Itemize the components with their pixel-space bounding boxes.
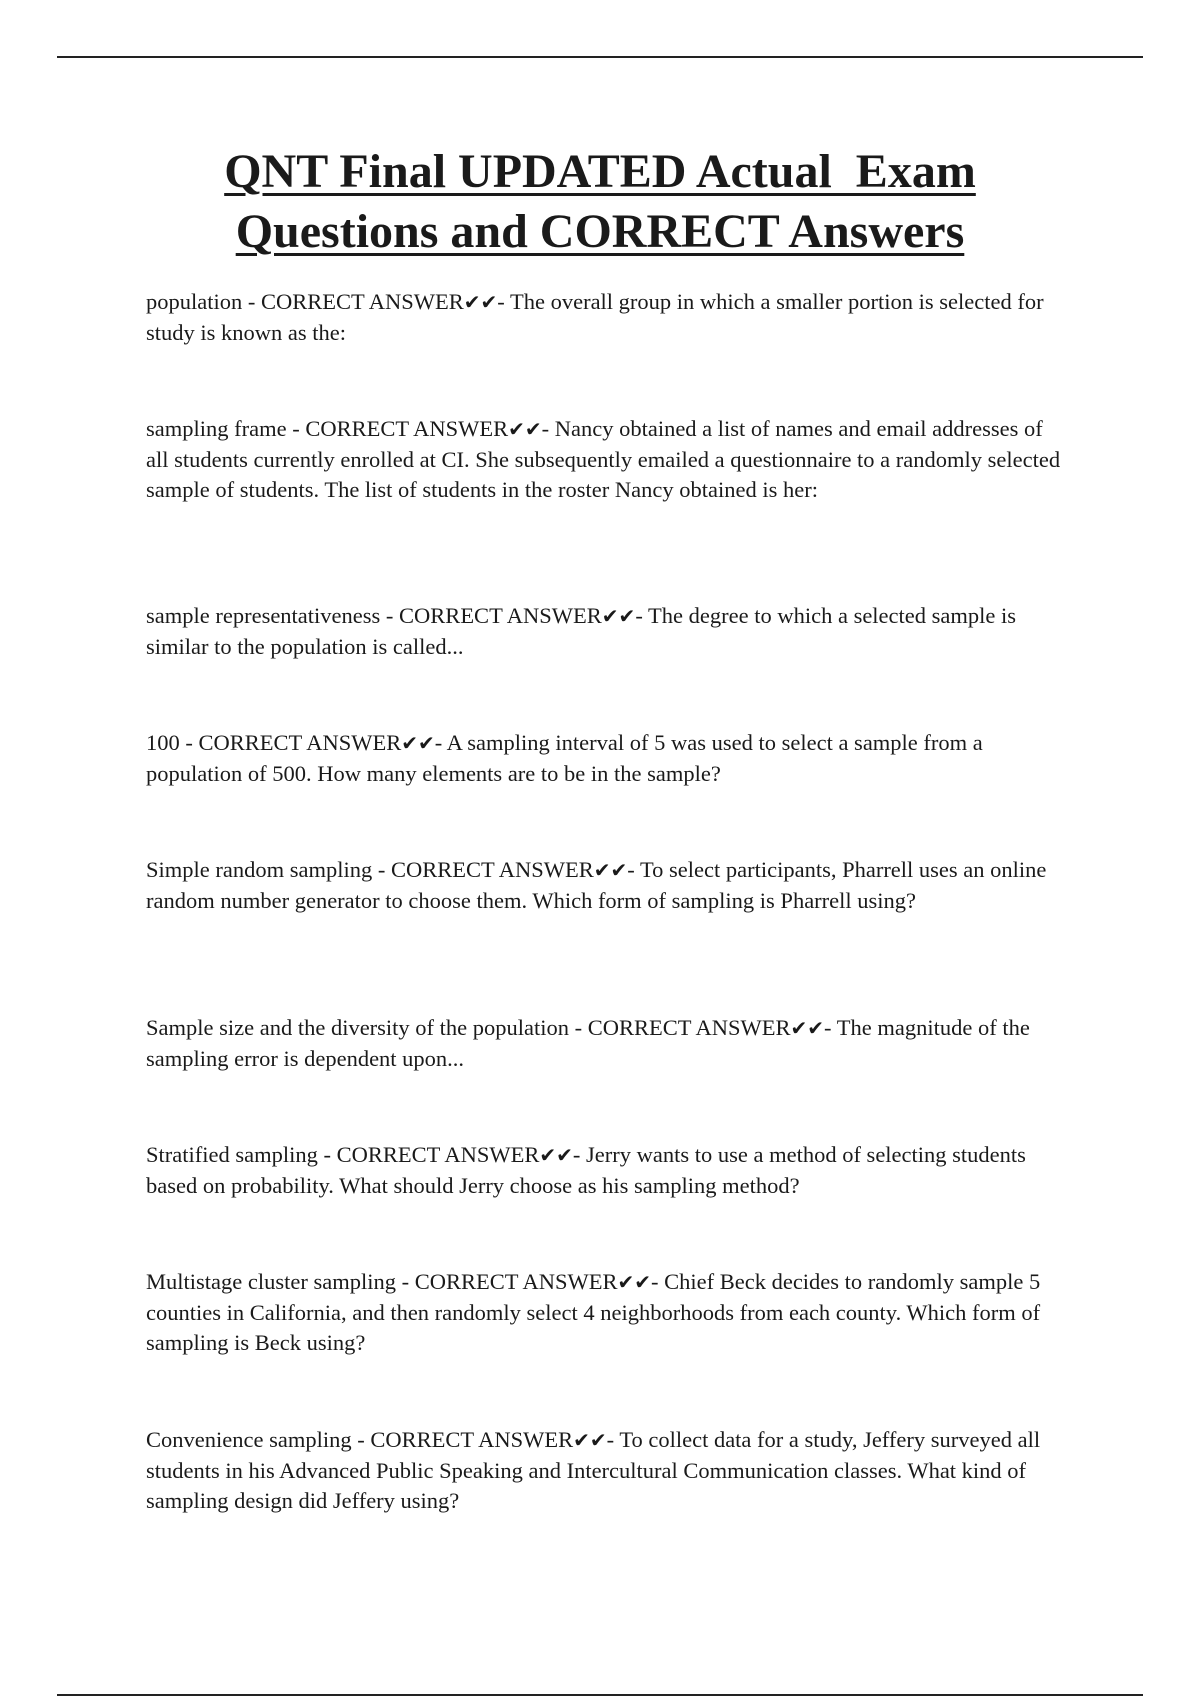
check-marks-icon: ✔✔ <box>593 858 628 882</box>
correct-answer-label: CORRECT ANSWER <box>305 416 509 441</box>
answer-term: sampling frame <box>146 416 287 441</box>
title-line-1: QNT Final UPDATED Actual Exam <box>224 145 976 198</box>
page-title <box>60 142 1140 262</box>
correct-answer-label: CORRECT ANSWER <box>336 1142 540 1167</box>
question-text: The magnitude of the sampling error is dependent upon... <box>146 1015 1030 1071</box>
qa-item: Simple random sampling - CORRECT ANSWER✔✔- To select participants, Pharrell uses an online random number generator to choose them. Which form of sampling is Pharrell using? <box>146 857 1047 913</box>
check-marks-icon: ✔✔ <box>790 1016 825 1040</box>
qa-item: population - CORRECT ANSWER✔✔- The overall group in which a smaller portion is selected for study is known as the: <box>146 289 1044 345</box>
qa-item: Sample size and the diversity of the population - CORRECT ANSWER✔✔- The magnitude of the sampling error is dependent upon... <box>146 1015 1030 1071</box>
question-text: The overall group in which a smaller portion is selected for study is known as the: <box>146 289 1044 345</box>
answer-term: 100 <box>146 730 180 755</box>
top-rule <box>57 56 1143 58</box>
answer-term: population <box>146 289 243 314</box>
question-text: Chief Beck decides to randomly sample 5 counties in California, and then randomly select 4 neighborhoods from each county. Which form of sampling is Beck using? <box>146 1269 1041 1355</box>
question-text: Nancy obtained a list of names and email addresses of all students currently enrolled at CI. She subsequently emailed a questionnaire to a randomly selected sample of students. The list of students in the roster Nancy obtained is her: <box>146 416 1061 502</box>
check-marks-icon: ✔✔ <box>573 1428 607 1452</box>
qa-item: 100 - CORRECT ANSWER✔✔- A sampling interval of 5 was used to select a sample from a population of 500. How many elements are to be in the sample? <box>146 730 983 786</box>
qa-item: Convenience sampling - CORRECT ANSWER✔✔- To collect data for a study, Jeffery surveyed all students in his Advanced Public Speaking and Intercultural Communication classes. What kind of sampling design did Jeffery using? <box>146 1427 1041 1513</box>
answer-term: Convenience sampling <box>146 1427 352 1452</box>
question-text: To collect data for a study, Jeffery surveyed all students in his Advanced Public Speaking and Intercultural Communication classes. What kind of sampling design did Jeffery using? <box>146 1427 1041 1513</box>
check-marks-icon: ✔✔ <box>463 290 498 314</box>
answer-term: Multistage cluster sampling <box>146 1269 396 1294</box>
check-marks-icon: ✔✔ <box>401 731 435 755</box>
qa-item: Multistage cluster sampling - CORRECT ANSWER✔✔- Chief Beck decides to randomly sample 5 counties in California, and then randomly select 4 neighborhoods from each county. Which form of sampling is Beck using? <box>146 1269 1041 1355</box>
bottom-rule <box>57 1694 1143 1696</box>
correct-answer-label: CORRECT ANSWER <box>261 289 464 314</box>
correct-answer-label: CORRECT ANSWER <box>390 857 594 882</box>
correct-answer-label: CORRECT ANSWER <box>414 1269 618 1294</box>
answer-term: Simple random sampling <box>146 857 373 882</box>
title-line-2: Questions and CORRECT Answers <box>235 205 965 258</box>
check-marks-icon: ✔✔ <box>508 417 542 441</box>
check-marks-icon: ✔✔ <box>601 604 636 628</box>
question-text: The degree to which a selected sample is similar to the population is called... <box>146 603 1017 659</box>
question-text: To select participants, Pharrell uses an online random number generator to choose them. Which form of sampling is Pharrell using? <box>146 857 1047 913</box>
check-marks-icon: ✔✔ <box>539 1143 573 1167</box>
correct-answer-label: CORRECT ANSWER <box>370 1427 574 1452</box>
qa-item: sampling frame - CORRECT ANSWER✔✔- Nancy obtained a list of names and email addresses of all students currently enrolled at CI. She subsequently emailed a questionnaire to a randomly selected sample of students. The list of students in the roster Nancy obtained is her: <box>146 416 1061 502</box>
correct-answer-label: CORRECT ANSWER <box>399 603 602 628</box>
question-text: A sampling interval of 5 was used to select a sample from a population of 500. How many elements are to be in the sample? <box>146 730 983 786</box>
qa-item: Stratified sampling - CORRECT ANSWER✔✔- Jerry wants to use a method of selecting students based on probability. What should Jerry choose as his sampling method? <box>146 1142 1026 1198</box>
answer-term: Stratified sampling <box>146 1142 318 1167</box>
correct-answer-label: CORRECT ANSWER <box>587 1015 791 1040</box>
check-marks-icon: ✔✔ <box>617 1270 651 1294</box>
correct-answer-label: CORRECT ANSWER <box>198 730 402 755</box>
question-text: Jerry wants to use a method of selecting students based on probability. What should Jerry choose as his sampling method? <box>146 1142 1026 1198</box>
answer-term: Sample size and the diversity of the population <box>146 1015 570 1040</box>
answer-term: sample representativeness <box>146 603 381 628</box>
qa-item: sample representativeness - CORRECT ANSWER✔✔- The degree to which a selected sample is similar to the population is called... <box>146 603 1017 659</box>
